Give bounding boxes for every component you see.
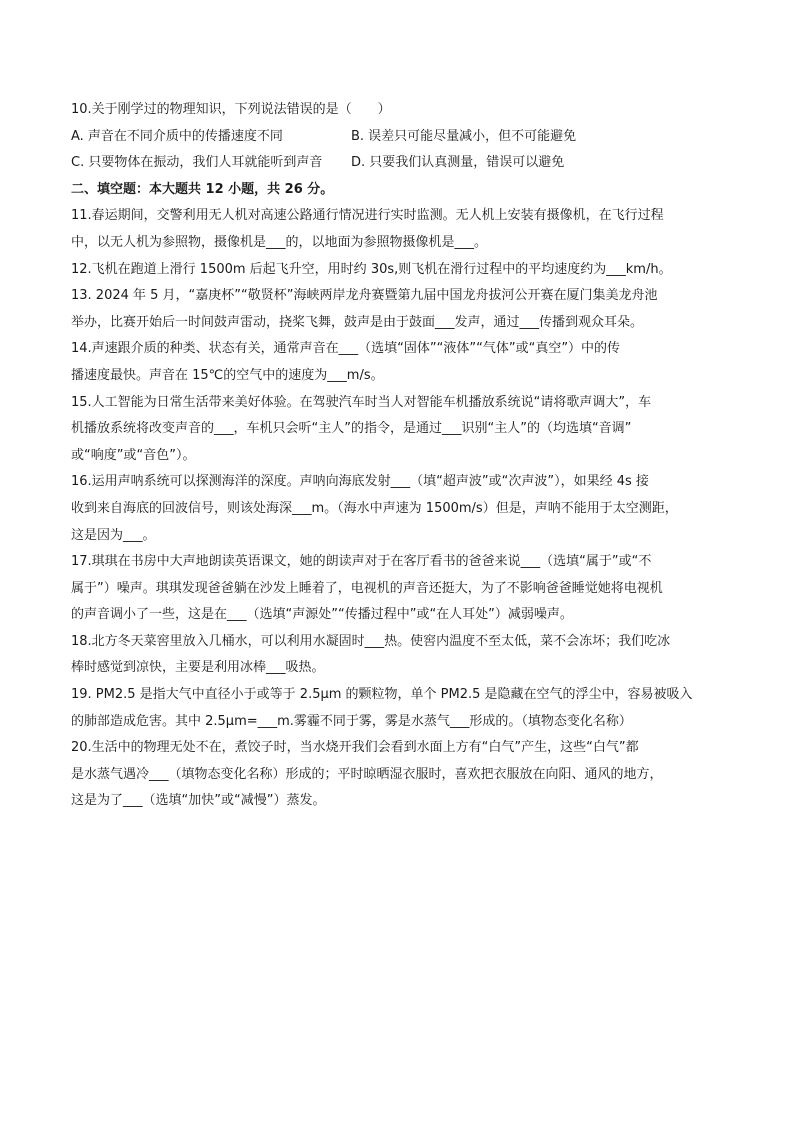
question-17-line: 属于”）噪声。琪琪发现爸爸躺在沙发上睡着了，电视机的声音还挺大，为了不影响爸爸睡觉她将电视机 [71, 580, 663, 596]
question-18-line: 棒时感觉到凉快，主要是利用冰棒___吸热。 [71, 660, 325, 676]
q10-stem: 10.关于刚学过的物理知识，下列说法错误的是（ ） [71, 102, 391, 117]
question-15-line: 机播放系统将改变声音的___，车机只会听“主人”的指令，是通过___识别“主人”的（均选填“音调” [71, 421, 632, 437]
q10-options-row-2 [71, 155, 724, 171]
question-16-line: 这是因为___。 [71, 527, 156, 543]
question-15-line: 或“响度”或“音色”）。 [71, 447, 196, 463]
question-20-line: 是水蒸气遇冷___（填物态变化名称）形成的；平时晾晒湿衣服时，喜欢把衣服放在向阳、通风的地方， [71, 766, 663, 782]
question-13-line: 举办，比赛开始后一时间鼓声雷动，挠桨飞舞，鼓声是由于鼓面___发声，通过___传播到观众耳朵。 [71, 314, 644, 330]
question-14-line: 14.声速跟介质的种类、状态有关，通常声音在___（选填“固体”“液体”“气体”或“真空”）中的传 [71, 341, 621, 357]
question-11-line: 中，以无人机为参照物，摄像机是___的，以地面为参照物摄像机是___。 [71, 234, 488, 250]
question-14-line: 播速度最快。声音在 15℃的空气中的速度为___m/s。 [71, 367, 384, 383]
question-18-line: 18.北方冬天菜窖里放入几桶水，可以利用水凝固时___热。使窖内温度不至太低，菜不会冻坏；我们吃冰 [71, 633, 671, 649]
question-16-line: 16.运用声呐系统可以探测海洋的深度。声呐向海底发射___（填“超声波”或“次声波”），如果经 4s 接 [71, 474, 649, 490]
question-12-line: 12.飞机在跑道上滑行 1500m 后起飞升空，用时约 30s,则飞机在滑行过程中的平均速度约为___km/h。 [71, 261, 672, 277]
question-16-line: 收到来自海底的回波信号，则该处海深___m。（海水中声速为 1500m/s）但是，声呐不能用于太空测距， [71, 500, 678, 516]
question-20-line: 这是为了___（选填“加快”或“减慢”）蒸发。 [71, 793, 326, 809]
question-15-line: 15.人工智能为日常生活带来美好体验。在驾驶汽车时当人对智能车机播放系统说“请将歌声调大”，车 [71, 394, 652, 410]
question-19-line: 的肺部造成危害。其中 2.5μm=___m.雾霾不同于雾，雾是水蒸气___形成的。（填物态变化名称） [71, 713, 632, 729]
section-heading: 二、填空题：本大题共 12 小题，共 26 分。 [71, 181, 334, 197]
q10-option-d: D. 只要我们认真测量，错误可以避免 [351, 155, 565, 171]
q10-option-a: A. 声音在不同介质中的传播速度不同 [71, 128, 283, 144]
q10-option-b: B. 误差只可能尽量减小，但不可能避免 [351, 128, 577, 144]
question-19-line: 19. PM2.5 是指大气中直径小于或等于 2.5μm 的颗粒物，单个 PM2.5 是隐藏在空气的浮尘中，容易被吸入 [71, 687, 693, 703]
question-17-line: 的声音调小了一些，这是在___（选填“声源处”“传播过程中”或“在人耳处”）减弱噪声。 [71, 607, 573, 623]
question-13-line: 13. 2024 年 5 月，“嘉庚杯”“敬贤杯”海峡两岸龙舟赛暨第九届中国龙舟拔河公开赛在厦门集美龙舟池 [71, 288, 658, 304]
q10-options-row-1 [71, 129, 724, 145]
q10-option-c: C. 只要物体在振动，我们人耳就能听到声音 [71, 155, 323, 171]
question-20-line: 20.生活中的物理无处不在，煮饺子时，当水烧开我们会看到水面上方有“白气”产生，这些“白气”都 [71, 740, 639, 756]
question-11-line: 11.春运期间，交警利用无人机对高速公路通行情况进行实时监测。无人机上安装有摄像机，在飞行过程 [71, 208, 664, 224]
question-17-line: 17.琪琪在书房中大声地朗读英语课文，她的朗读声对于在客厅看书的爸爸来说___（选填“属于”或“不 [71, 554, 652, 570]
question-list [71, 208, 724, 809]
